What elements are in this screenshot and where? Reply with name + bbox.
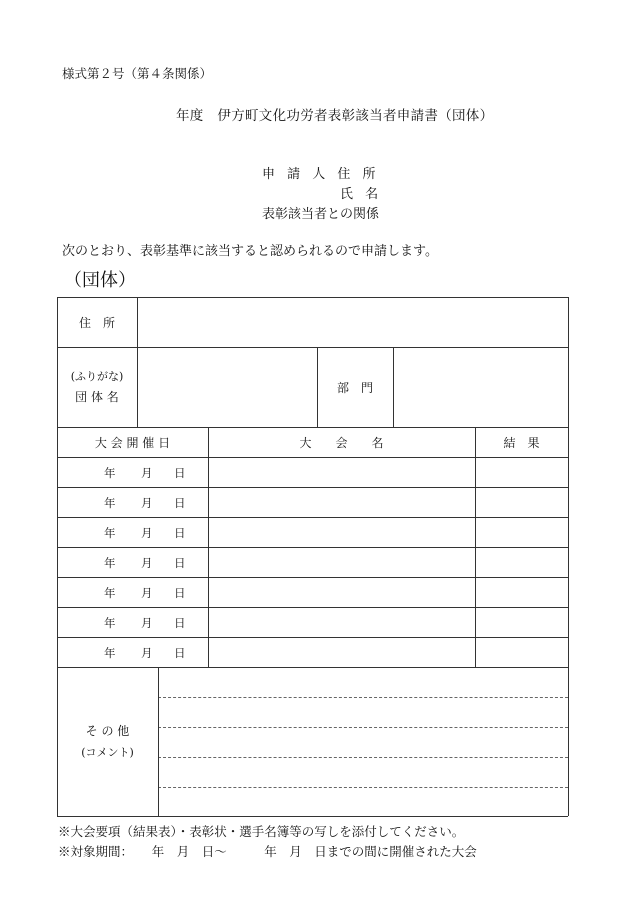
date-month-label: 月: [141, 556, 153, 570]
date-month-label: 月: [141, 466, 153, 480]
other-label: そ の 他: [85, 723, 130, 738]
event-name-cell[interactable]: [209, 638, 474, 667]
date-month-label: 月: [141, 586, 153, 600]
date-day-label: 日: [174, 496, 186, 510]
result-cell[interactable]: [476, 608, 567, 637]
date-day-label: 日: [174, 586, 186, 600]
intro-text: 次のとおり、表彰基準に該当すると認められるので申請します。: [62, 244, 438, 259]
result-cell[interactable]: [476, 548, 567, 577]
document-title: 年度 伊方町文化功労者表彰該当者申請書（団体）: [176, 108, 494, 124]
note-attachments: ※大会要項（結果表）・表彰状・選手名簿等の写しを添付してください。: [58, 824, 465, 839]
other-label-cell: [57, 667, 158, 816]
result-cell[interactable]: [476, 488, 567, 517]
event-name-cell[interactable]: [209, 578, 474, 607]
event-date-cell[interactable]: [57, 487, 207, 517]
event-date-cell[interactable]: [57, 607, 207, 637]
result-cell[interactable]: [476, 578, 567, 607]
date-year-label: 年: [104, 586, 116, 600]
section-label: （団体）: [64, 270, 136, 291]
date-day-label: 日: [174, 646, 186, 660]
event-name-cell[interactable]: [209, 488, 474, 517]
note-period: ※対象期間： 年 月 日～ 年 月 日までの間に開催された大会: [58, 844, 477, 859]
date-year-label: 年: [104, 526, 116, 540]
result-column-header: 結 果: [503, 435, 540, 450]
applicant-relation-label: 表彰該当者との関係: [262, 207, 380, 222]
event-date-cell[interactable]: [57, 517, 207, 547]
event-date-cell[interactable]: [57, 577, 207, 607]
address-field[interactable]: [138, 298, 567, 347]
form-number: 様式第２号（第４条関係）: [62, 66, 213, 81]
event-name-cell[interactable]: [209, 548, 474, 577]
date-day-label: 日: [174, 526, 186, 540]
date-year-label: 年: [104, 466, 116, 480]
date-day-label: 日: [174, 556, 186, 570]
applicant-address-label: 申 請 人 住 所: [262, 167, 380, 182]
comment-field[interactable]: [159, 668, 567, 815]
event-name-cell[interactable]: [209, 608, 474, 637]
result-cell[interactable]: [476, 458, 567, 487]
result-cell[interactable]: [476, 518, 567, 547]
event-date-cell[interactable]: [57, 457, 207, 487]
date-year-label: 年: [104, 646, 116, 660]
furigana-label: (ふりがな): [70, 370, 124, 383]
date-year-label: 年: [104, 496, 116, 510]
department-label: 部 門: [336, 380, 373, 395]
date-month-label: 月: [141, 616, 153, 630]
event-date-cell[interactable]: [57, 547, 207, 577]
date-year-label: 年: [104, 616, 116, 630]
event-name-cell[interactable]: [209, 518, 474, 547]
group-name-label: 団 体 名: [75, 390, 119, 404]
group-name-field[interactable]: [138, 348, 317, 427]
group-name-label-cell: [57, 347, 137, 427]
date-year-label: 年: [104, 556, 116, 570]
date-month-label: 月: [141, 496, 153, 510]
result-cell[interactable]: [476, 638, 567, 667]
date-day-label: 日: [174, 466, 186, 480]
event-column-header: 大 会 名: [299, 435, 384, 450]
comment-label: (コメント): [81, 745, 134, 759]
address-label: 住 所: [78, 315, 115, 330]
date-day-label: 日: [174, 616, 186, 630]
date-month-label: 月: [141, 646, 153, 660]
department-field[interactable]: [394, 348, 568, 427]
event-date-cell[interactable]: [57, 637, 207, 667]
event-name-cell[interactable]: [209, 458, 474, 487]
date-column-header: 大 会 開 催 日: [94, 435, 171, 450]
date-month-label: 月: [141, 526, 153, 540]
applicant-name-label: 氏 名: [340, 187, 383, 202]
